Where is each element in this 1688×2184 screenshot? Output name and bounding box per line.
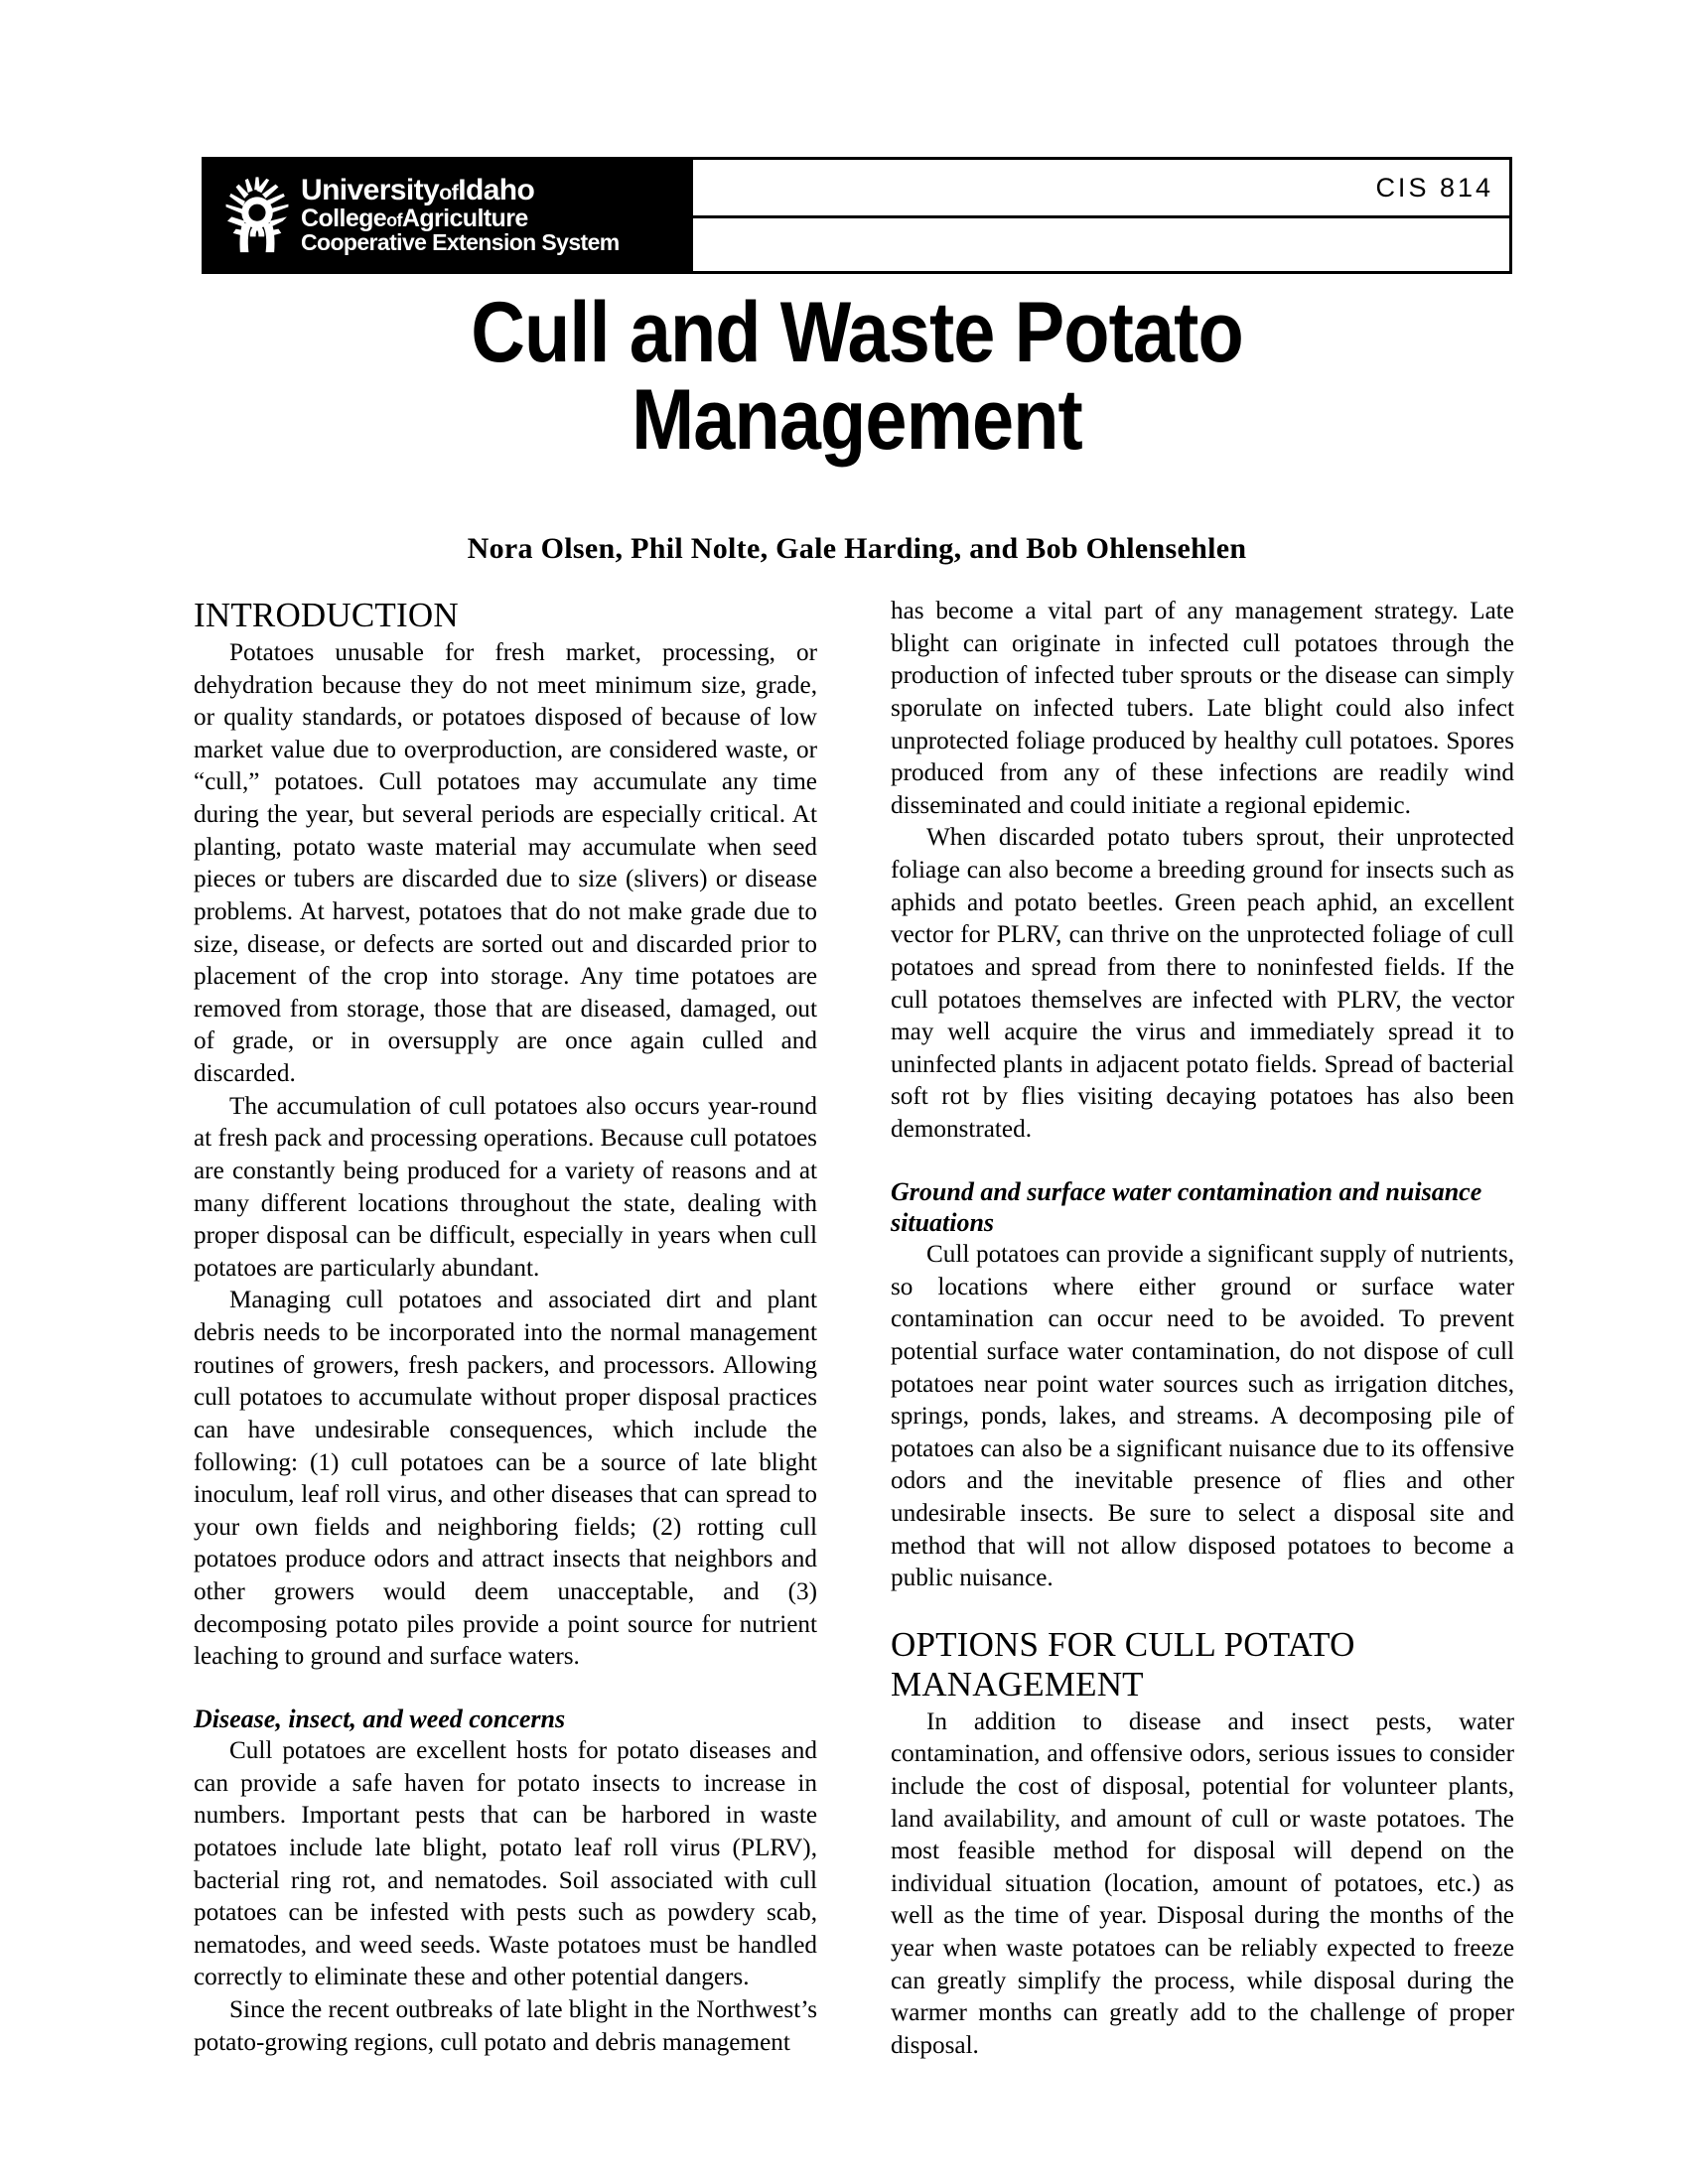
page-title: [280, 285, 1434, 468]
logo-line1-main: University: [301, 174, 440, 207]
left-column: [194, 596, 817, 2063]
logo-line1-tail: Idaho: [458, 174, 535, 207]
heading-disease-insect-weed-concerns: Disease, insect, and weed concerns: [194, 1704, 566, 1733]
paragraph-insect-vectors: When discarded potato tubers sprout, their unprotected foliage can also become a breeding ground for insects such as aphids and potato beetles. Green peach aphid, an excellent vector for PLRV, can thrive on the unprotected foliage of cull potatoes and spread from there to noninfested fields. If the cull potatoes themselves are infected with PLRV, the vector may well acquire the virus and immediately spread it to uninfected plants in adjacent potato fields. Spread of bacterial soft rot by flies visiting decaying potatoes has also been demonstrated.: [891, 824, 1514, 1143]
masthead: [202, 157, 1512, 274]
article-body: [194, 596, 1514, 2063]
paragraph-disease-2: Since the recent outbreaks of late blight in the Northwest’s potato-growing regions, cull potato and debris management: [194, 1996, 817, 2056]
paragraph-options-1: In addition to disease and insect pests, water contamination, and offensive odors, serious issues to consider include the cost of disposal, potential for volunteer plants, land availability, and amount of cull or waste potatoes. The most feasible method for disposal will depend on the individual situation (location, amount of potatoes, etc.) as well as the time of year. Disposal during the months of the year when waste potatoes can be reliably expected to freeze can greatly simplify the process, while disposal during the warmer months can greatly add to the challenge of proper disposal.: [891, 1707, 1514, 2059]
heading-options-for-cull-potato-management: OPTIONS FOR CULL POTATO MANAGEMENT: [891, 1624, 1355, 1704]
paragraph-intro-3: Managing cull potatoes and associated dirt and plant debris needs to be incorporated into the normal management routines of growers, fresh packers, and processors. Allowing cull potatoes to accumulate without proper disposal practices can have undesirable consequences, which include the following: (1) cull potatoes can be a source of late blight inoculum, leaf roll virus, and other diseases that can spread to your own fields and neighboring fields; (2) rotting cull potatoes produce odors and attract insects that neighbors and other growers would deem unacceptable, and (3) decomposing potato piles provide a point source for nutrient leaching to ground and surface waters.: [194, 1287, 817, 1671]
heading-introduction: INTRODUCTION: [194, 596, 459, 634]
right-column: [891, 596, 1514, 2063]
logo-line3: Cooperative Extension System: [301, 229, 620, 256]
university-of-idaho-starburst-logo-icon: [221, 176, 293, 255]
logo-line1-small: of: [439, 180, 459, 205]
masthead-blank-box: [690, 218, 1512, 274]
logo-line2-small: of: [386, 209, 402, 230]
paragraph-intro-1: Potatoes unusable for fresh market, processing, or dehydration because they do not meet minimum size, grade, or quality standards, or potatoes disposed of because of low market value due to overproduction, are considered waste, or “cull,” potatoes. Cull potatoes may accumulate any time during the year, but several periods are especially critical. At planting, potato waste material may accumulate when seed pieces or tubers are discarded due to size (slivers) or disease problems. At harvest, potatoes that do not make grade due to size, disease, or defects are sorted out and discarded prior to placement of the crop into storage. Any time potatoes are removed from storage, those that are diseased, damaged, out of grade, or in oversupply are once again culled and discarded.: [194, 638, 817, 1088]
masthead-right-panel: [690, 157, 1512, 274]
publication-number: CIS 814: [1375, 172, 1493, 203]
publication-number-box: [690, 157, 1512, 218]
university-logo-wordmark: [301, 176, 620, 255]
author-byline: Nora Olsen, Phil Nolte, Gale Harding, and Bob Ohlensehlen: [467, 532, 1247, 565]
logo-line2-tail: Agriculture: [401, 204, 528, 232]
logo-line2-main: College: [301, 204, 387, 232]
university-logo-block: [202, 157, 690, 274]
paragraph-late-blight-continued: has become a vital part of any management strategy. Late blight can originate in infected cull potatoes through the production of infected tuber sprouts or the disease can simply sporulate on infected tubers. Late blight could also infect unprotected foliage produced by healthy cull potatoes. Spores produced from any of these infections are readily wind disseminated and could initiate a regional epidemic.: [891, 598, 1514, 819]
paragraph-intro-2: The accumulation of cull potatoes also occurs year-round at fresh pack and processing operations. Because cull potatoes are constantly being produced for a variety of reasons and at many different locations throughout the state, dealing with proper disposal can be difficult, especially in years when cull potatoes are particularly abundant.: [194, 1092, 817, 1282]
paragraph-water-contamination: Cull potatoes can provide a significant supply of nutrients, so locations where either ground or surface water contamination can occur need to be avoided. To prevent potential surface water contamination, do not dispose of cull potatoes near point water sources such as irrigation ditches, springs, ponds, lakes, and streams. A decomposing pile of potatoes can also be a significant nuisance due to its offensive odors and the inevitable presence of flies and other undesirable insects. Be sure to select a disposal site and method that will not allow disposed potatoes to become a public nuisance.: [891, 1241, 1514, 1592]
paragraph-disease-1: Cull potatoes are excellent hosts for potato diseases and can provide a safe haven for potato insects to increase in numbers. Important pests that can be harbored in waste potatoes include late blight, potato leaf roll virus (PLRV), bacterial ring rot, and nematodes. Soil associated with cull potatoes can be infested with pests such as powdery scab, nematodes, and weed seeds. Waste potatoes must be handled correctly to eliminate these and other potential dangers.: [194, 1737, 817, 1991]
page-title-line2: Management: [632, 371, 1082, 468]
heading-water-contamination-nuisance: Ground and surface water contamination and nuisance situations: [891, 1176, 1482, 1237]
page-title-line1: Cull and Waste Potato: [471, 285, 1243, 380]
